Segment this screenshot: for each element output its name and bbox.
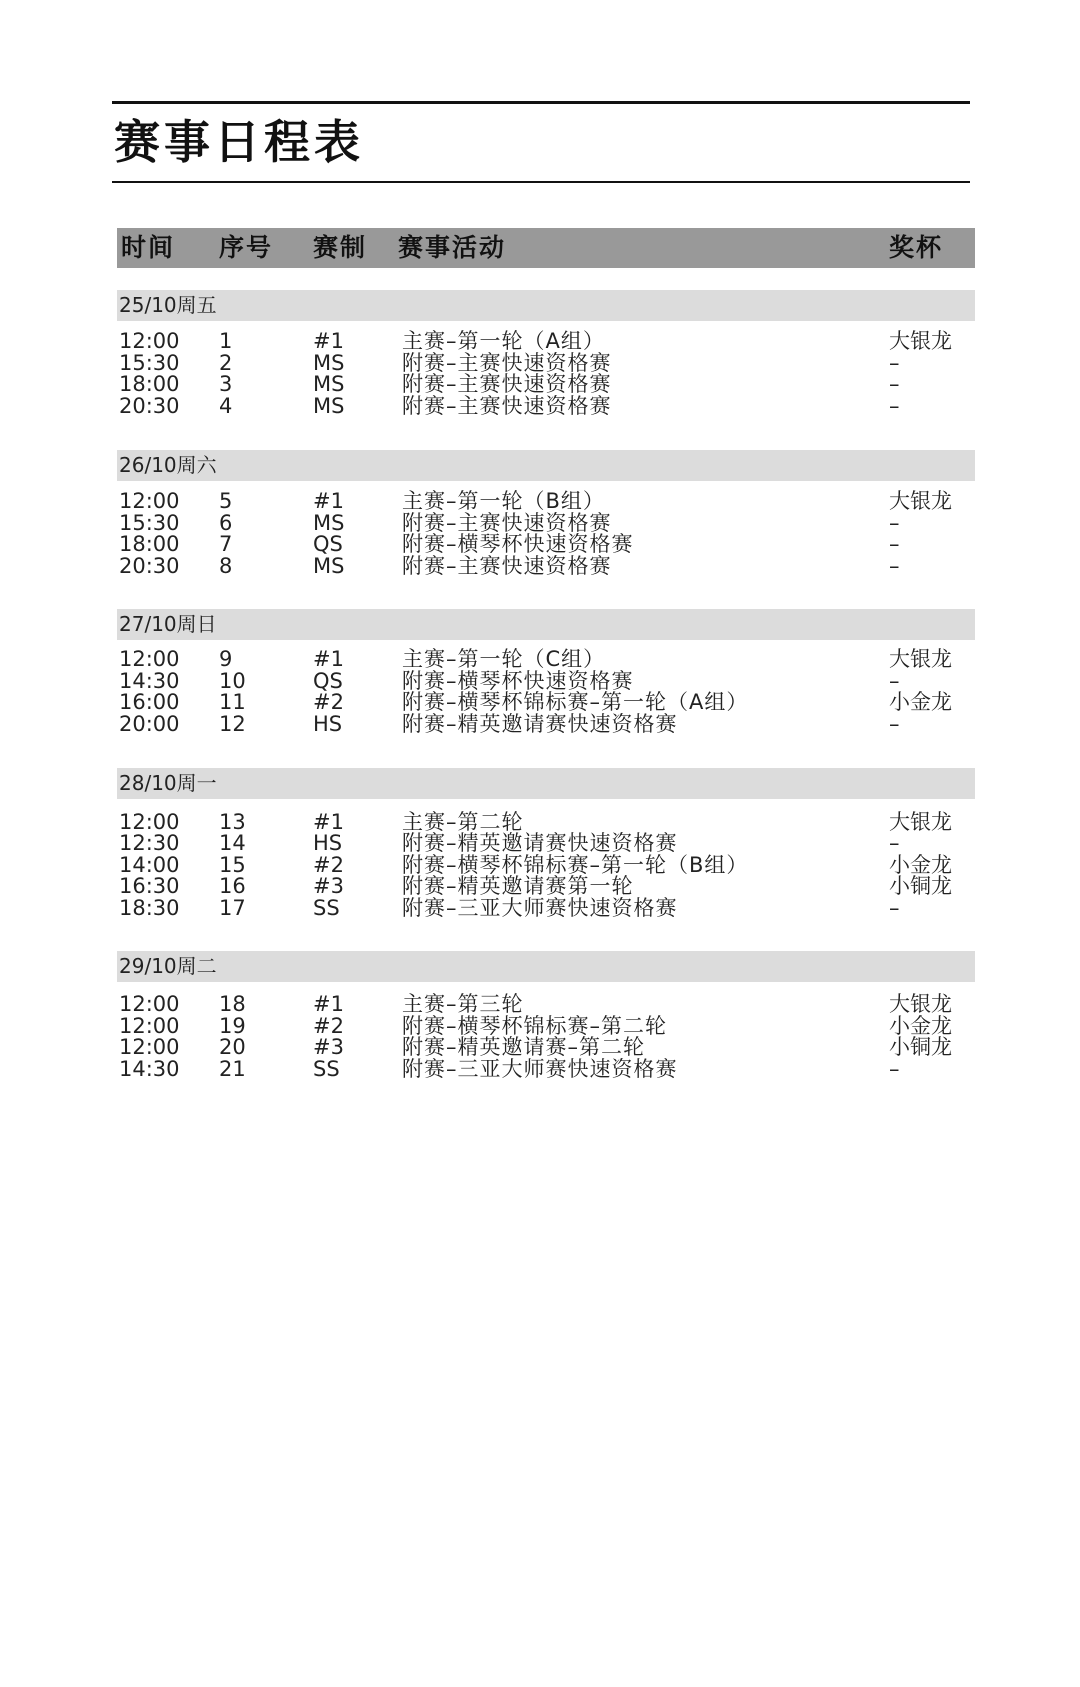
row-trophy: 小金龙 [889, 1014, 952, 1038]
row-time: 14:00 [119, 853, 180, 877]
row-trophy: 大银龙 [889, 992, 952, 1016]
row-event: 主赛–第三轮 [402, 992, 524, 1016]
day-date: 26/10周六 [119, 453, 217, 477]
table-row [117, 555, 975, 577]
row-time: 20:30 [119, 554, 180, 578]
row-number: 20 [219, 1035, 246, 1059]
title-rule-top [112, 101, 970, 104]
row-number: 10 [219, 669, 246, 693]
page-title: 赛事日程表 [114, 115, 364, 169]
day-header [117, 951, 975, 982]
row-time: 15:30 [119, 511, 180, 535]
row-number: 15 [219, 853, 246, 877]
row-trophy: 小金龙 [889, 853, 952, 877]
row-format: #3 [313, 1035, 344, 1059]
row-number: 14 [219, 831, 246, 855]
row-number: 4 [219, 394, 233, 418]
row-time: 12:00 [119, 810, 180, 834]
row-trophy: 小金龙 [889, 690, 952, 714]
row-format: SS [313, 1057, 340, 1081]
table-row [117, 670, 975, 692]
row-event: 主赛–第一轮（A组） [402, 329, 605, 353]
row-trophy: – [889, 1057, 900, 1081]
row-format: #3 [313, 874, 344, 898]
row-number: 12 [219, 712, 246, 736]
row-event: 附赛–横琴杯快速资格赛 [402, 532, 634, 556]
row-number: 5 [219, 489, 233, 513]
row-time: 15:30 [119, 351, 180, 375]
row-format: MS [313, 554, 345, 578]
row-trophy: – [889, 669, 900, 693]
row-format: #1 [313, 992, 344, 1016]
table-row [117, 352, 975, 374]
row-format: SS [313, 896, 340, 920]
table-row [117, 832, 975, 854]
row-format: #1 [313, 647, 344, 671]
row-time: 12:00 [119, 992, 180, 1016]
row-format: MS [313, 511, 345, 535]
row-event: 主赛–第一轮（C组） [402, 647, 606, 671]
row-trophy: 大银龙 [889, 647, 952, 671]
column-header-trophy: 奖杯 [889, 233, 944, 262]
day-header [117, 768, 975, 799]
table-row [117, 875, 975, 897]
row-format: #1 [313, 810, 344, 834]
row-number: 17 [219, 896, 246, 920]
row-number: 2 [219, 351, 233, 375]
row-format: #1 [313, 489, 344, 513]
day-header [117, 290, 975, 321]
row-trophy: 大银龙 [889, 329, 952, 353]
row-time: 18:00 [119, 372, 180, 396]
column-header-format: 赛制 [313, 233, 368, 262]
row-time: 20:00 [119, 712, 180, 736]
row-number: 21 [219, 1057, 246, 1081]
row-trophy: – [889, 554, 900, 578]
row-trophy: 大银龙 [889, 810, 952, 834]
row-event: 附赛–精英邀请赛–第二轮 [402, 1035, 645, 1059]
row-number: 7 [219, 532, 233, 556]
row-format: #2 [313, 690, 344, 714]
table-row [117, 648, 975, 670]
row-event: 附赛–精英邀请赛第一轮 [402, 874, 634, 898]
row-event: 附赛–横琴杯锦标赛–第二轮 [402, 1014, 667, 1038]
row-format: HS [313, 831, 343, 855]
day-header [117, 609, 975, 640]
row-time: 12:00 [119, 1035, 180, 1059]
row-time: 12:00 [119, 1014, 180, 1038]
row-event: 附赛–横琴杯锦标赛–第一轮（A组） [402, 690, 749, 714]
day-date: 25/10周五 [119, 293, 217, 317]
row-format: #2 [313, 1014, 344, 1038]
row-event: 附赛–横琴杯锦标赛–第一轮（B组） [402, 853, 749, 877]
day-date: 28/10周一 [119, 771, 217, 795]
row-number: 6 [219, 511, 233, 535]
table-row [117, 490, 975, 512]
row-time: 16:30 [119, 874, 180, 898]
row-format: MS [313, 351, 345, 375]
row-time: 18:30 [119, 896, 180, 920]
row-format: #2 [313, 853, 344, 877]
day-date: 27/10周日 [119, 612, 217, 636]
row-number: 9 [219, 647, 233, 671]
table-row [117, 330, 975, 352]
row-number: 11 [219, 690, 246, 714]
row-event: 附赛–精英邀请赛快速资格赛 [402, 712, 678, 736]
table-row [117, 512, 975, 534]
row-time: 18:00 [119, 532, 180, 556]
row-time: 12:00 [119, 489, 180, 513]
row-time: 14:30 [119, 669, 180, 693]
row-trophy: – [889, 511, 900, 535]
table-row [117, 691, 975, 713]
table-row [117, 713, 975, 735]
row-trophy: 大银龙 [889, 489, 952, 513]
row-format: MS [313, 372, 345, 396]
column-header-event: 赛事活动 [398, 233, 507, 262]
row-event: 主赛–第二轮 [402, 810, 524, 834]
row-event: 附赛–主赛快速资格赛 [402, 554, 612, 578]
row-time: 20:30 [119, 394, 180, 418]
row-number: 1 [219, 329, 233, 353]
table-row [117, 373, 975, 395]
row-event: 附赛–主赛快速资格赛 [402, 394, 612, 418]
table-row [117, 993, 975, 1015]
row-trophy: – [889, 712, 900, 736]
row-trophy: – [889, 532, 900, 556]
table-row [117, 1036, 975, 1058]
row-trophy: – [889, 372, 900, 396]
row-event: 附赛–三亚大师赛快速资格赛 [402, 896, 678, 920]
row-format: HS [313, 712, 343, 736]
row-number: 18 [219, 992, 246, 1016]
row-number: 13 [219, 810, 246, 834]
row-format: QS [313, 669, 343, 693]
row-trophy: 小铜龙 [889, 1035, 952, 1059]
row-event: 附赛–主赛快速资格赛 [402, 351, 612, 375]
row-number: 3 [219, 372, 233, 396]
column-header-number: 序号 [219, 233, 274, 262]
row-event: 附赛–三亚大师赛快速资格赛 [402, 1057, 678, 1081]
title-rule-bottom [112, 181, 970, 183]
row-trophy: – [889, 394, 900, 418]
row-number: 19 [219, 1014, 246, 1038]
day-date: 29/10周二 [119, 954, 217, 978]
row-number: 16 [219, 874, 246, 898]
row-time: 14:30 [119, 1057, 180, 1081]
row-number: 8 [219, 554, 233, 578]
table-row [117, 1015, 975, 1037]
row-format: MS [313, 394, 345, 418]
table-row [117, 533, 975, 555]
column-header-time: 时间 [121, 233, 176, 262]
table-row [117, 811, 975, 833]
day-header [117, 450, 975, 481]
row-event: 附赛–主赛快速资格赛 [402, 511, 612, 535]
row-event: 附赛–精英邀请赛快速资格赛 [402, 831, 678, 855]
row-trophy: – [889, 351, 900, 375]
row-event: 附赛–主赛快速资格赛 [402, 372, 612, 396]
table-row [117, 1058, 975, 1080]
row-time: 12:00 [119, 647, 180, 671]
row-trophy: – [889, 831, 900, 855]
column-header-bar [117, 228, 975, 268]
row-format: QS [313, 532, 343, 556]
row-time: 16:00 [119, 690, 180, 714]
row-trophy: – [889, 896, 900, 920]
row-format: #1 [313, 329, 344, 353]
table-row [117, 854, 975, 876]
table-row [117, 395, 975, 417]
row-time: 12:30 [119, 831, 180, 855]
row-event: 主赛–第一轮（B组） [402, 489, 605, 513]
row-event: 附赛–横琴杯快速资格赛 [402, 669, 634, 693]
table-row [117, 897, 975, 919]
row-trophy: 小铜龙 [889, 874, 952, 898]
row-time: 12:00 [119, 329, 180, 353]
